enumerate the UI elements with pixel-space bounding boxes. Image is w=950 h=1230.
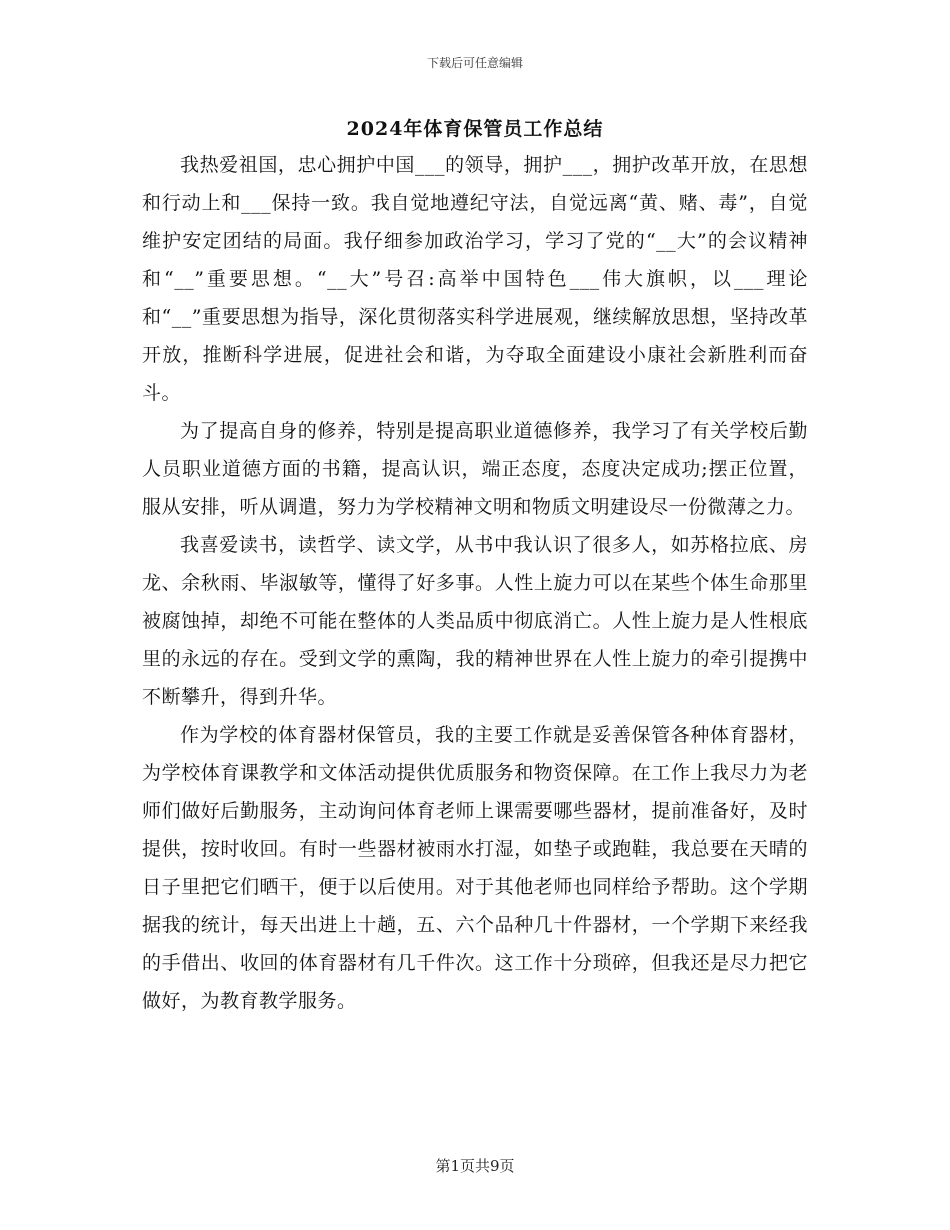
- document-body: [142, 146, 808, 1020]
- page-number: 第1页共9页: [435, 1157, 515, 1175]
- paragraph-3: 我喜爱读书，读哲学、读文学，从书中我认识了很多人，如苏格拉底、房龙、余秋雨、毕淑敏等，懂得了好多事。人性上旋力可以在某些个体生命那里被腐蚀掉，却绝不可能在整体的人类品质中彻底消亡。人性上旋力是人性根底里的永远的存在。受到文学的熏陶，我的精神世界在人性上旋力的牵引提携中不断攀升，得到升华。: [142, 534, 808, 708]
- document-title: 2024年体育保管员工作总结: [346, 118, 604, 140]
- paragraph-4: 作为学校的体育器材保管员，我的主要工作就是妥善保管各种体育器材，为学校体育课教学和文体活动提供优质服务和物资保障。在工作上我尽力为老师们做好后勤服务，主动询问体育老师上课需要哪些器材，提前准备好，及时提供，按时收回。有时一些器材被雨水打湿，如垫子或跑鞋，我总要在天晴的日子里把它们晒干，便于以后使用。对于其他老师也同样给予帮助。这个学期据我的统计，每天出进上十趟，五、六个品种几十件器材，一个学期下来经我的手借出、收回的体育器材有几千件次。这工作十分琐碎，但我还是尽力把它做好，为教育教学服务。: [142, 724, 808, 1012]
- paragraph-2: 为了提高自身的修养，特别是提高职业道德修养，我学习了有关学校后勤人员职业道德方面的书籍，提高认识，端正态度，态度决定成功;摆正位置，服从安排，听从调遣，努力为学校精神文明和物质文明建设尽一份微薄之力。: [142, 420, 808, 518]
- header-note: 下载后可任意编辑: [426, 56, 523, 70]
- paragraph-1: 我热爱祖国，忠心拥护中国___的领导，拥护___，拥护改革开放，在思想和行动上和___保持一致。我自觉地遵纪守法，自觉远离“黄、赌、毒”，自觉维护安定团结的局面。我仔细参加政治学习，学习了党的“__大”的会议精神和“__”重要思想。“__大”号召:高举中国特色___伟大旗帜，以___理论和“__”重要思想为指导，深化贯彻落实科学进展观，继续解放思想，坚持改革开放，推断科学进展，促进社会和谐，为夺取全面建设小康社会新胜利而奋斗。: [142, 154, 808, 404]
